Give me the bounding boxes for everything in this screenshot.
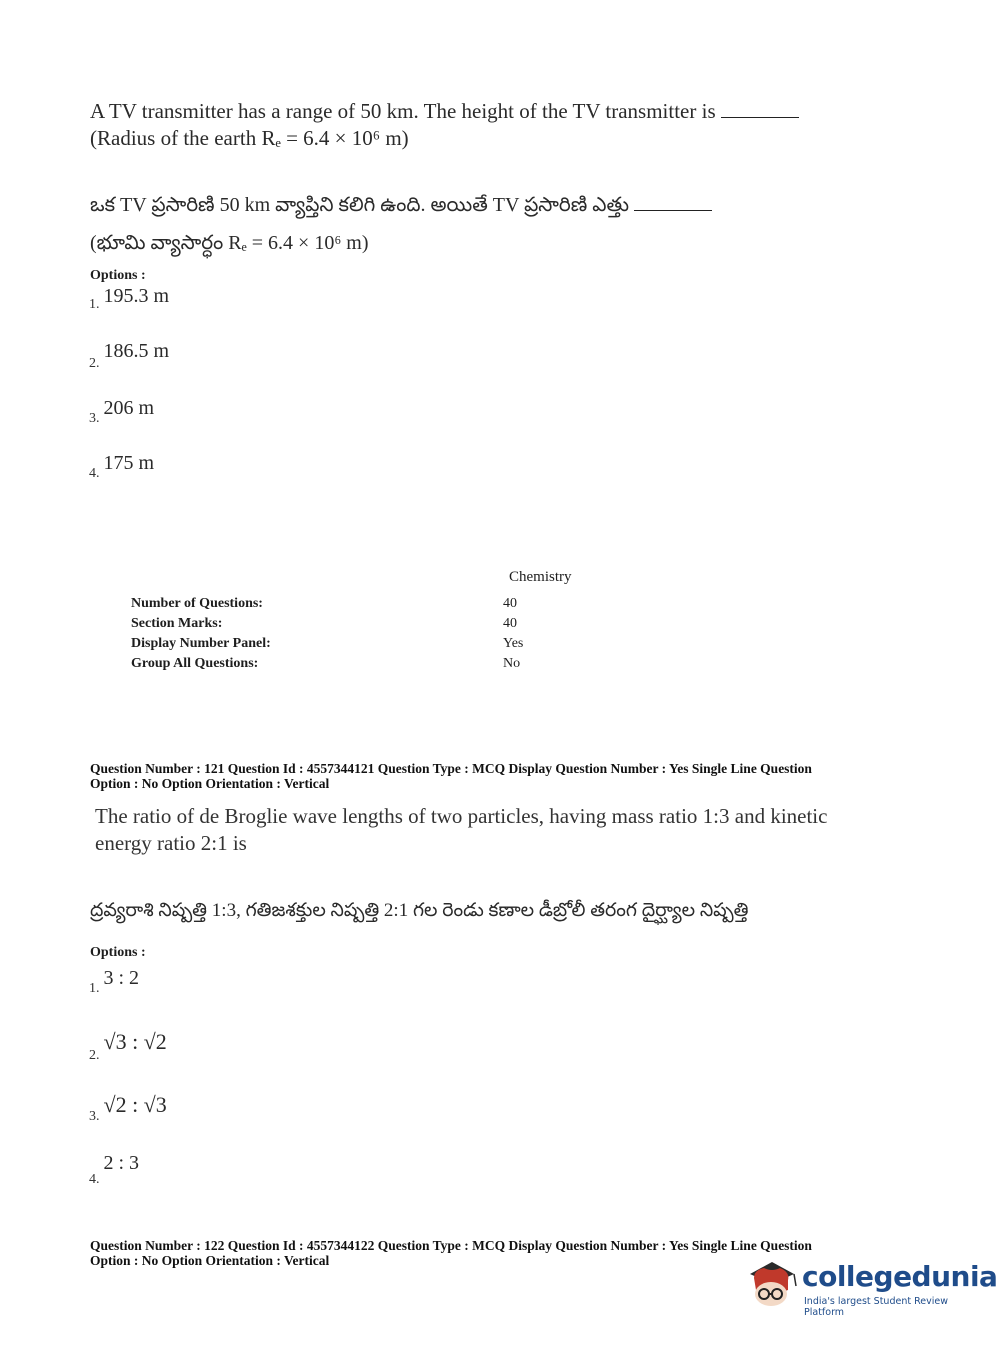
option-number: 4. [89,1172,100,1187]
section-key: Section Marks: [131,616,223,631]
option-value: 3 : 2 [103,967,140,989]
option-number: 4. [89,466,100,481]
logo-tagline: India's largest Student Review Platform [804,1296,948,1318]
meta-line2: Option : No Option Orientation : Vertical [90,1253,330,1268]
answer-blank-te [634,192,712,211]
option-number: 2. [89,1048,100,1063]
question-121-meta [90,761,920,791]
option-value: √3 : √2 [103,1029,167,1054]
option-number: 3. [89,1109,100,1124]
meta-line2: Option : No Option Orientation : Vertical [90,776,330,791]
option-number: 1. [89,981,100,996]
logo-wordmark: collegedunia [802,1260,998,1293]
collegedunia-logo[interactable] [742,1254,998,1318]
option-2[interactable] [89,1029,167,1063]
option-value: √2 : √3 [103,1092,167,1117]
question-121-line1: The ratio of de Broglie wave lengths of two particles, having mass ratio 1:3 and kinetic [95,804,828,828]
section-row [131,636,271,652]
option-number: 3. [89,411,100,426]
section-key: Group All Questions: [131,656,259,671]
option-3[interactable] [89,1092,167,1124]
option-number: 2. [89,356,100,371]
section-row [131,616,222,632]
meta-line1: Question Number : 122 Question Id : 4557344122 Question Type : MCQ Display Question Number : Yes Single Line Question [90,1238,812,1253]
options-label: Options : [90,268,146,283]
option-4[interactable] [89,452,155,481]
question-121-line2: energy ratio 2:1 is [95,831,247,855]
section-value: Yes [503,636,524,651]
section-value: 40 [503,596,517,611]
section-value: No [503,656,521,671]
option-4[interactable] [89,1152,140,1187]
section-key: Number of Questions: [131,596,263,611]
section-row [131,596,263,612]
option-value: 2 : 3 [103,1152,140,1174]
option-3[interactable] [89,397,155,426]
option-number: 1. [89,297,100,312]
question-120-line1: A TV transmitter has a range of 50 km. The height of the TV transmitter is [90,99,716,123]
section-title: Chemistry [509,569,572,585]
answer-blank [721,99,799,118]
question-121-text-en [95,803,915,857]
question-121-text-te: ద్రవ్యరాశి నిష్పత్తి 1:3, గతిజశక్తుల నిష్పత్తి 2:1 గల రెండు కణాల డీబ్రోలీ తరంగ దైర్ఘ్యాల నిష్పత్తి [90,900,749,921]
question-120-te-line2: (భూమి వ్యాసార్ధం Rₑ = 6.4 × 10⁶ m) [90,232,369,254]
section-key: Display Number Panel: [131,636,271,651]
option-value: 195.3 m [103,285,170,307]
question-120-text-te [90,192,910,218]
question-120-line2: (Radius of the earth Rₑ = 6.4 × 10⁶ m) [90,126,409,150]
option-1[interactable] [89,285,170,312]
section-value: 40 [503,616,517,631]
option-value: 175 m [103,452,155,474]
meta-line1: Question Number : 121 Question Id : 4557344121 Question Type : MCQ Display Question Number : Yes Single Line Question [90,761,812,776]
option-2[interactable] [89,340,170,371]
option-1[interactable] [89,967,140,996]
section-row [131,656,258,672]
options-label: Options : [90,945,146,960]
mascot-icon [742,1256,800,1310]
question-120-text-en [90,98,890,152]
question-120-te-line1: ఒక TV ప్రసారిణి 50 km వ్యాప్తిని కలిగి ఉంది. అయితే TV ప్రసారిణి ఎత్తు [90,194,629,216]
option-value: 186.5 m [103,340,170,362]
option-value: 206 m [103,397,155,419]
